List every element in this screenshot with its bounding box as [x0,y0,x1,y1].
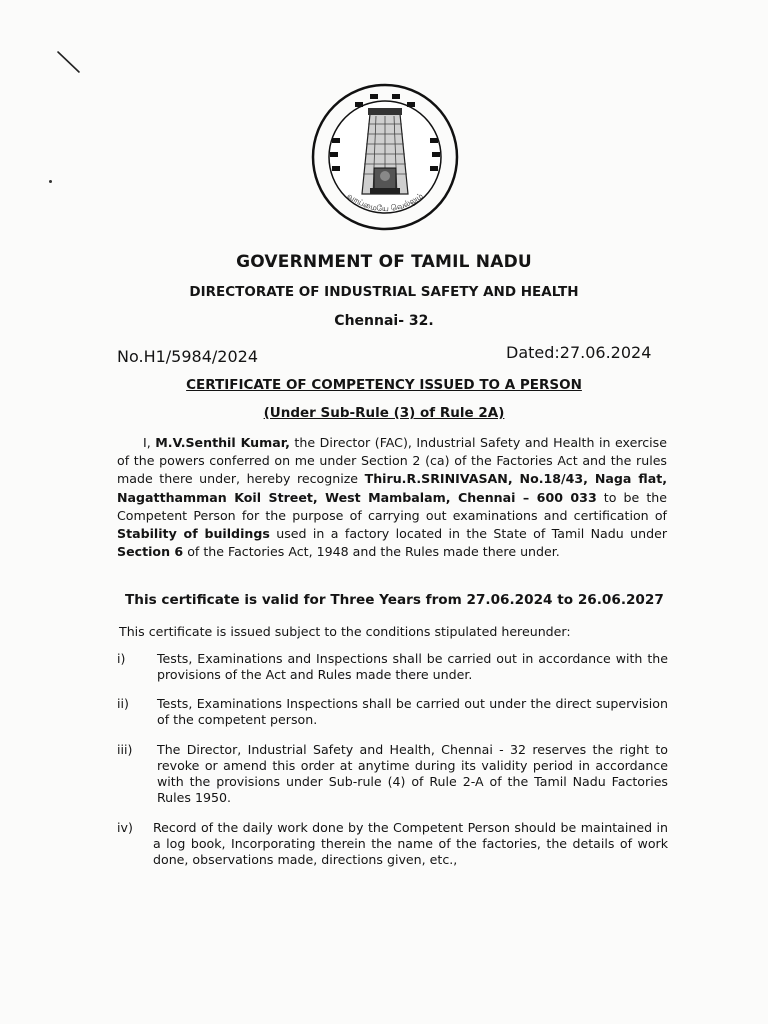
condition-number: ii) [117,696,129,711]
emblem-inscription: வாய்மையே வெல்லும் [345,191,425,214]
para-text-4: of the Factories Act, 1948 and the Rules made there under. [183,544,560,560]
competent-person-details: Thiru.R.SRINIVASAN, No.18/43, Naga flat, Nagatthamman Koil Street, West Mambalam, Chennai – 600 033 [117,471,667,505]
pen-stroke-mark [56,50,82,76]
condition-text: Tests, Examinations and Inspections shall be carried out in accordance with the provisions of the Act and Rules made there under. [157,651,668,682]
recognition-paragraph [117,434,667,561]
para-text-1: the Director (FAC), Industrial Safety and Health in exercise of the powers conferred on me under Section 2 (ca) of the Factories Act and the rules made there under, hereby recognize [117,435,667,487]
city-heading: Chennai- 32. [334,313,434,329]
act-section: Section 6 [117,544,184,560]
certification-subject: Stability of buildings [117,526,270,542]
condition-number: iii) [117,742,133,757]
ink-dot [49,180,52,183]
government-heading: GOVERNMENT OF TAMIL NADU [236,252,532,272]
directorate-heading: DIRECTORATE OF INDUSTRIAL SAFETY AND HEALTH [189,284,579,300]
tamil-nadu-emblem-icon [310,82,460,232]
condition-text: Tests, Examinations Inspections shall be carried out under the direct supervision of the competent person. [157,696,668,727]
director-name: M.V.Senthil Kumar, [155,435,290,450]
condition-item [117,742,668,806]
condition-item [117,820,668,868]
validity-statement: This certificate is valid for Three Years from 27.06.2024 to 26.06.2027 [125,592,664,608]
para-start: I, [143,435,156,450]
para-text-3: used in a factory located in the State of Tamil Nadu under [269,526,668,542]
certificate-subtitle: (Under Sub-Rule (3) of Rule 2A) [263,405,505,421]
condition-item [117,651,668,683]
condition-text: Record of the daily work done by the Competent Person should be maintained in a log book, Incorporating therein the name of the factories, the details of work done, observations made, directions given, etc., [153,820,668,867]
condition-item [117,696,668,728]
condition-text: The Director, Industrial Safety and Health, Chennai - 32 reserves the right to revoke or amend this order at anytime during its validity period in accordance with the provisions under Sub-rule (4) of Rule 2-A of the Tamil Nadu Factories Rules 1950. [157,742,668,805]
conditions-intro: This certificate is issued subject to the conditions stipulated hereunder: [119,624,571,639]
reference-number: No.H1/5984/2024 [117,347,258,366]
certificate-title: CERTIFICATE OF COMPETENCY ISSUED TO A PERSON [186,377,582,393]
condition-number: i) [117,651,126,666]
para-text-2: to be the Competent Person for the purpose of carrying out examinations and certification of [117,489,668,523]
condition-number: iv) [117,820,133,835]
issue-date: Dated:27.06.2024 [506,343,652,362]
